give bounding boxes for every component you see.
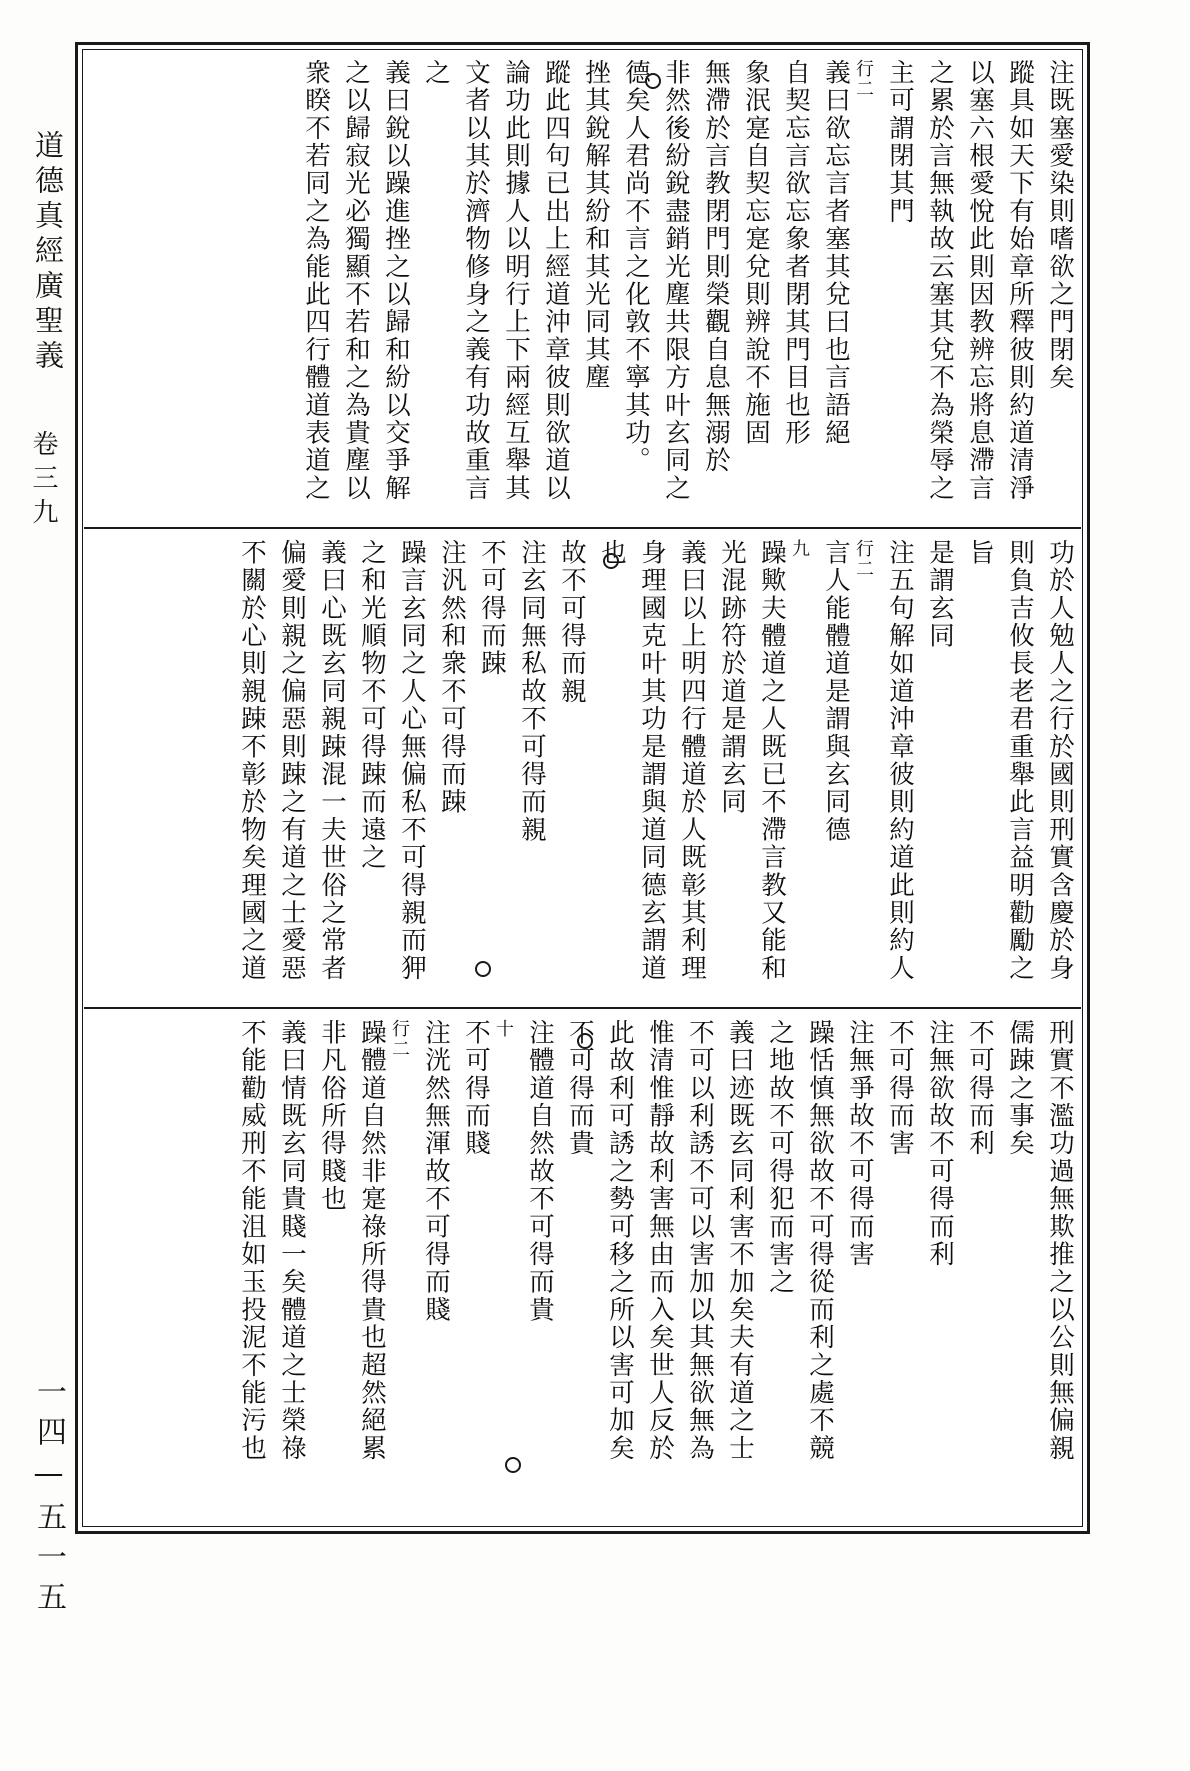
text-column: 德矣人君尚不言之化敦不寧其功。 <box>621 59 651 475</box>
text-column: 之以歸寂光必獨顯不若和之為貴塵以 <box>341 59 371 503</box>
text-column: 文者以其於濟物修身之義有功故重言 <box>461 59 491 503</box>
text-column: 之和光順物不可得踈而遠之 <box>357 539 387 872</box>
text-column: 不可得而賤 <box>461 1019 491 1158</box>
text-column: 注汎然和衆不可得而踈 <box>437 539 467 816</box>
text-column: 不可得而害 <box>885 1019 915 1158</box>
text-column: 之累於言無執故云塞其兌不為榮辱之 <box>925 59 955 503</box>
text-column: 則負吉攸長老君重舉此言益明勸勵之 <box>1005 539 1035 983</box>
text-column: 也 <box>597 539 627 567</box>
text-column: 象泯寔自契忘寔兌則辨說不施固 <box>741 59 771 447</box>
text-column: 躁言玄同之人心無偏私不可得親而狎 <box>397 539 427 983</box>
text-column: 注五句解如道沖章彼則約道此則約人 <box>885 539 915 983</box>
text-column: 刑實不濫功過無欺推之以公則無偏親 <box>1045 1019 1075 1463</box>
marginal-annotation: 行二 <box>853 539 874 580</box>
text-column: 義曰以上明四行體道於人既彰其利理 <box>677 539 707 983</box>
section-circle-mark <box>505 1457 521 1473</box>
marginal-annotation: 十 <box>493 1019 514 1040</box>
text-column: 論功此則據人以明行上下兩經互舉其 <box>501 59 531 503</box>
text-column: 注既塞愛染則嗜欲之門閉矣 <box>1045 59 1075 392</box>
text-band-2 <box>84 531 1081 1009</box>
section-circle-mark <box>645 73 661 89</box>
text-column: 言人能體道是謂與玄同德 <box>821 539 851 844</box>
text-column: 非凡俗所得賤也 <box>317 1019 347 1213</box>
text-column: 儒踈之事矣 <box>1005 1019 1035 1158</box>
text-column: 光混跡符於道是謂玄同 <box>717 539 747 816</box>
text-column: 躁恬慎無欲故不可得從而利之處不競 <box>805 1019 835 1463</box>
text-column: 偏愛則親之偏惡則踈之有道之士愛惡 <box>277 539 307 983</box>
text-column: 不可得而踈 <box>477 539 507 678</box>
text-column: 義曰心既玄同親踈混一夫世俗之常者 <box>317 539 347 983</box>
text-column: 不可以利誘不可以害加以其無欲無為 <box>685 1019 715 1463</box>
text-column: 蹤此四句已出上經道沖章彼則欲道以 <box>541 59 571 503</box>
text-column: 惟清惟靜故利害無由而入矣世人反於 <box>645 1019 675 1463</box>
text-column: 注無欲故不可得而利 <box>925 1019 955 1269</box>
text-column: 以塞六根愛悅此則因教辨忘將息滯言 <box>965 59 995 503</box>
marginal-annotation: 行二 <box>853 59 874 100</box>
text-column: 非然後紛銳盡銷光塵共限方叶玄同之 <box>661 59 691 503</box>
text-column: 主可謂閉其門 <box>885 59 915 226</box>
text-block-frame <box>75 42 1090 1534</box>
text-column: 功於人勉人之行於國則刑實含慶於身 <box>1045 539 1075 983</box>
text-column: 身理國克叶其功是謂與道同德玄謂道 <box>637 539 667 983</box>
text-column: 無滯於言教閉門則榮觀自息無溺於 <box>701 59 731 475</box>
text-column: 不可得而利 <box>965 1019 995 1158</box>
text-column: 不關於心則親踈不彰於物矣理國之道 <box>237 539 267 983</box>
volume-label: 卷三九 <box>28 430 58 532</box>
text-column: 故不可得而親 <box>557 539 587 706</box>
text-column: 注無爭故不可得而害 <box>845 1019 875 1269</box>
text-band-1 <box>84 51 1081 529</box>
text-column: 義曰銳以躁進挫之以歸和紛以交爭解 <box>381 59 411 503</box>
text-column: 挫其銳解其紛和其光同其塵 <box>581 59 611 392</box>
folio-number: 一四—五一五 <box>31 1376 66 1621</box>
section-circle-mark <box>603 553 619 569</box>
text-column: 躁歟夫體道之人既已不滯言教又能和 <box>757 539 787 983</box>
text-column: 義曰迹既玄同利害不加矣夫有道之士 <box>725 1019 755 1463</box>
text-band-3 <box>84 1011 1081 1525</box>
text-column: 旨 <box>965 539 995 567</box>
text-column: 注洸然無渾故不可得而賤 <box>421 1019 451 1324</box>
text-column: 自契忘言欲忘象者閉其門目也形 <box>781 59 811 447</box>
section-circle-mark <box>475 961 491 977</box>
text-column: 蹤具如天下有始章所釋彼則約道清淨 <box>1005 59 1035 503</box>
text-column: 此故利可誘之勢可移之所以害可加矣 <box>605 1019 635 1463</box>
text-column: 躁體道自然非寔祿所得貴也超然絕累 <box>357 1019 387 1463</box>
text-column: 不能勸威刑不能沮如玉投泥不能污也 <box>237 1019 267 1463</box>
section-circle-mark <box>577 1033 593 1049</box>
text-column: 是謂玄同 <box>925 539 955 650</box>
text-column: 之 <box>421 59 451 87</box>
text-column: 義曰欲忘言者塞其兌曰也言語絕 <box>821 59 851 447</box>
text-column: 注體道自然故不可得而貴 <box>525 1019 555 1324</box>
text-column: 衆睽不若同之為能此四行體道表道之 <box>301 59 331 503</box>
text-column: 注玄同無私故不可得而親 <box>517 539 547 844</box>
text-column: 不可得而貴 <box>565 1019 595 1158</box>
marginal-annotation: 行二 <box>389 1019 410 1060</box>
text-column: 之地故不可得犯而害之 <box>765 1019 795 1296</box>
book-title-spine: 道德真經廣聖義 <box>31 130 65 375</box>
marginal-annotation: 九 <box>789 539 810 560</box>
text-column: 義曰情既玄同貴賤一矣體道之士榮祿 <box>277 1019 307 1463</box>
